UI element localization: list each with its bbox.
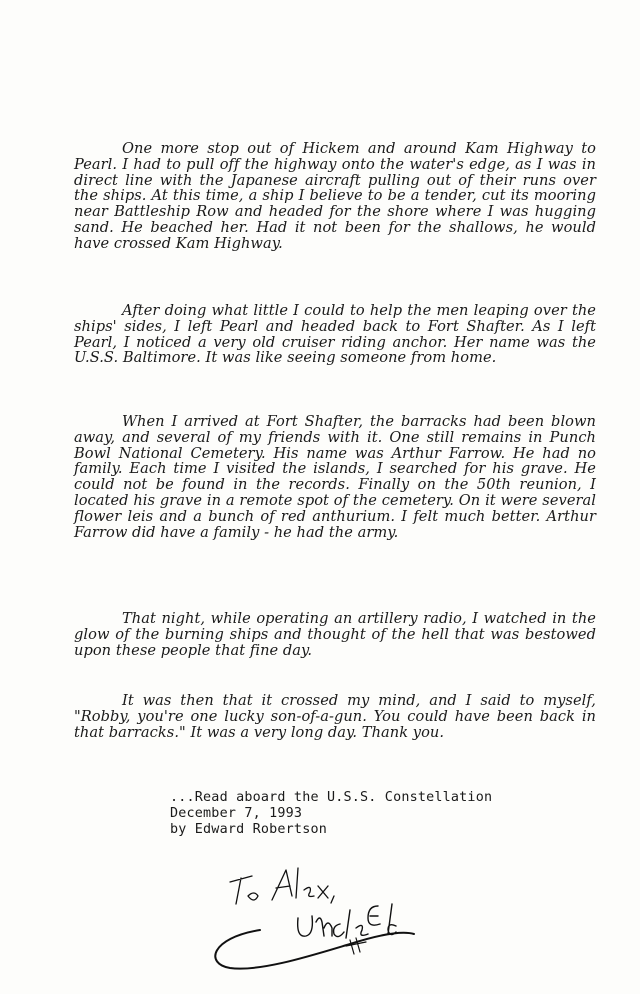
- handwritten-signature: [200, 860, 460, 980]
- signature-block: [170, 790, 492, 837]
- date-line: December 7, 1993: [170, 805, 303, 821]
- handwritten-signature-svg: [200, 860, 460, 980]
- read-aboard-line: ...Read aboard the U.S.S. Constellation: [170, 790, 493, 805]
- author-line: by Edward Robertson: [170, 821, 327, 837]
- paragraph-that-night: That night, while operating an artillery radio, I watched in the glow of the burning ships and thought of the hell that was bestowed upon these people that fine day.: [74, 610, 596, 659]
- signature-flourish: [215, 930, 414, 969]
- handwritten-to-alex: [230, 868, 334, 904]
- paragraph-fort-shafter: After doing what little I could to help the men leaping over the ships' sides, I left Pearl and headed back to Fort Shafter. As I left Pearl, I noticed a very old cruiser riding anchor. Her name was the U.S.S. Baltimore. It was like seeing someone from home.: [74, 302, 596, 367]
- paragraph-barracks: When I arrived at Fort Shafter, the barracks had been blown away, and several of my friends with it. One still remains in Punch Bowl National Cemetery. His name was Arthur Farrow. He had no family. Each time I visited the islands, I searched for his grave. He could not be found in the records. Finally on the 50th reunion, I located his grave in a remote spot of the cemetery. On it were several flower leis and a bunch of red anthurium. I felt much better. Arthur Farrow did have a family - he had the army.: [74, 413, 596, 541]
- handwritten-uncle-ed: [298, 904, 396, 938]
- paragraph-closing: It was then that it crossed my mind, and I said to myself, "Robby, you're one lucky son-of-a-gun. You could have been back in that barracks." It was a very long day. Thank you.: [74, 692, 596, 741]
- paragraph-hickem: One more stop out of Hickem and around Kam Highway to Pearl. I had to pull off the highway onto the water's edge, as I was in direct line with the Japanese aircraft pulling out of their runs over the ships. At this time, a ship I believe to be a tender, cut its mooring near Battleship Row and headed for the shore where I was hugging sand. He beached her. Had it not been for the shallows, he would have crossed Kam Highway.: [74, 140, 596, 252]
